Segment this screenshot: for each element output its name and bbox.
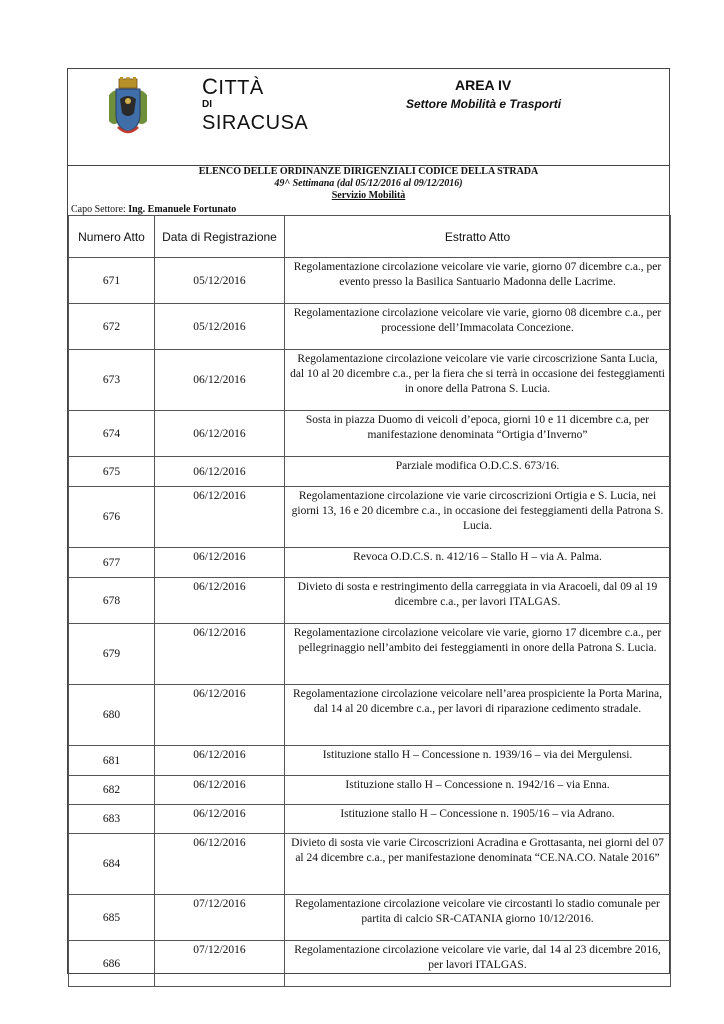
cell-numero: 684: [69, 834, 155, 895]
cell-numero: 675: [69, 457, 155, 487]
column-header-data: Data di Registrazione: [155, 216, 285, 258]
cell-numero: 677: [69, 548, 155, 578]
area-label: AREA IV: [455, 77, 512, 93]
cell-estratto: Divieto di sosta e restringimento della carreggiata in via Aracoeli, dal 09 al 19 dicembre c.a., per lavori ITALGAS.: [285, 578, 671, 624]
table-row: [69, 685, 671, 746]
servizio-label: Servizio Mobilità: [331, 190, 406, 201]
cell-data: 05/12/2016: [155, 258, 285, 304]
cell-data: 06/12/2016: [155, 548, 285, 578]
cell-data: 07/12/2016: [155, 895, 285, 941]
table-row: [69, 578, 671, 624]
ordinances-table: [68, 215, 671, 987]
table-row: [69, 258, 671, 304]
cell-data: 06/12/2016: [155, 746, 285, 776]
cell-estratto: Revoca O.D.C.S. n. 412/16 – Stallo H – via A. Palma.: [285, 548, 671, 578]
cell-estratto: Parziale modifica O.D.C.S. 673/16.: [285, 457, 671, 487]
table-row: [69, 941, 671, 987]
cell-estratto: Regolamentazione circolazione veicolare vie varie, giorno 08 dicembre c.a., per processione dell’Immacolata Concezione.: [285, 304, 671, 350]
cell-estratto: Istituzione stallo H – Concessione n. 1939/16 – via dei Mergulensi.: [285, 746, 671, 776]
city-name-line3: SIRACUSA: [202, 112, 309, 134]
cell-numero: 685: [69, 895, 155, 941]
cell-data: 06/12/2016: [155, 776, 285, 805]
cell-numero: 674: [69, 411, 155, 457]
table-row: [69, 411, 671, 457]
cell-data: 06/12/2016: [155, 457, 285, 487]
cell-numero: 671: [69, 258, 155, 304]
city-name-di: DI: [202, 99, 212, 110]
cell-numero: 672: [69, 304, 155, 350]
cell-data: 06/12/2016: [155, 624, 285, 685]
cell-numero: 686: [69, 941, 155, 987]
column-header-numero: Numero Atto: [69, 216, 155, 258]
cell-estratto: Regolamentazione circolazione vie varie circoscrizioni Ortigia e S. Lucia, nei giorni 13, 16 e 20 dicembre c.a., in occasione dei festeggiamenti della Patrona S. Lucia.: [285, 487, 671, 548]
document-subtitle: 49^ Settimana (dal 05/12/2016 al 09/12/2016): [274, 178, 463, 189]
cell-estratto: Divieto di sosta vie varie Circoscrizioni Acradina e Grottasanta, nei giorni del 07 al 24 dicembre c.a., per manifestazione denominata “CE.NA.CO. Natale 2016”: [285, 834, 671, 895]
cell-numero: 681: [69, 746, 155, 776]
table-header-row: [69, 216, 671, 258]
cell-numero: 678: [69, 578, 155, 624]
document-frame: [67, 68, 670, 974]
cell-numero: 673: [69, 350, 155, 411]
table-row: [69, 487, 671, 548]
cell-estratto: Regolamentazione circolazione veicolare nell’area prospiciente la Porta Marina, dal 14 al 20 dicembre c.a., per lavori di riparazione cedimento stradale.: [285, 685, 671, 746]
cell-estratto: Regolamentazione circolazione veicolare vie varie circoscrizione Santa Lucia, dal 10 al 20 dicembre c.a., per la fiera che si terrà in occasione dei festeggiamenti in onore della Patrona S. Lucia.: [285, 350, 671, 411]
table-row: [69, 776, 671, 805]
settore-label: Settore Mobilità e Trasporti: [406, 97, 562, 111]
cell-data: 05/12/2016: [155, 304, 285, 350]
cell-estratto: Sosta in piazza Duomo di veicoli d’epoca, giorni 10 e 11 dicembre c.a, per manifestazione denominata “Ortigia d’Inverno”: [285, 411, 671, 457]
cell-data: 07/12/2016: [155, 941, 285, 987]
cell-estratto: Regolamentazione circolazione veicolare vie varie, giorno 07 dicembre c.a., per evento presso la Basilica Santuario Madonna delle Lacrime.: [285, 258, 671, 304]
cell-data: 06/12/2016: [155, 805, 285, 834]
cell-numero: 676: [69, 487, 155, 548]
table-row: [69, 350, 671, 411]
cell-numero: 680: [69, 685, 155, 746]
cell-numero: 679: [69, 624, 155, 685]
city-crest-icon: [106, 77, 150, 137]
city-name-line1: CITTÀ: [202, 74, 264, 99]
cell-estratto: Regolamentazione circolazione veicolare vie varie, dal 14 al 23 dicembre 2016, per lavori ITALGAS.: [285, 941, 671, 987]
table-row: [69, 457, 671, 487]
cell-data: 06/12/2016: [155, 834, 285, 895]
capo-settore: Capo Settore: Ing. Emanuele Fortunato: [71, 204, 237, 215]
cell-estratto: Istituzione stallo H – Concessione n. 1942/16 – via Enna.: [285, 776, 671, 805]
cell-estratto: Istituzione stallo H – Concessione n. 1905/16 – via Adrano.: [285, 805, 671, 834]
table-row: [69, 805, 671, 834]
column-header-estratto: Estratto Atto: [285, 216, 671, 258]
cell-data: 06/12/2016: [155, 685, 285, 746]
table-row: [69, 895, 671, 941]
letterhead: [68, 69, 669, 166]
document-title: ELENCO DELLE ORDINANZE DIRIGENZIALI CODICE DELLA STRADA: [198, 166, 539, 177]
table-row: [69, 304, 671, 350]
table-row: [69, 746, 671, 776]
table-row: [69, 548, 671, 578]
cell-estratto: Regolamentazione circolazione veicolare vie varie, giorno 17 dicembre c.a., per pellegrinaggio nell’ambito dei festeggiamenti in onore della Patrona S. Lucia.: [285, 624, 671, 685]
cell-data: 06/12/2016: [155, 487, 285, 548]
cell-data: 06/12/2016: [155, 350, 285, 411]
table-row: [69, 624, 671, 685]
cell-numero: 683: [69, 805, 155, 834]
cell-data: 06/12/2016: [155, 578, 285, 624]
cell-numero: 682: [69, 776, 155, 805]
cell-data: 06/12/2016: [155, 411, 285, 457]
cell-estratto: Regolamentazione circolazione veicolare vie circostanti lo stadio comunale per partita di calcio SR-CATANIA giorno 10/12/2016.: [285, 895, 671, 941]
table-row: [69, 834, 671, 895]
